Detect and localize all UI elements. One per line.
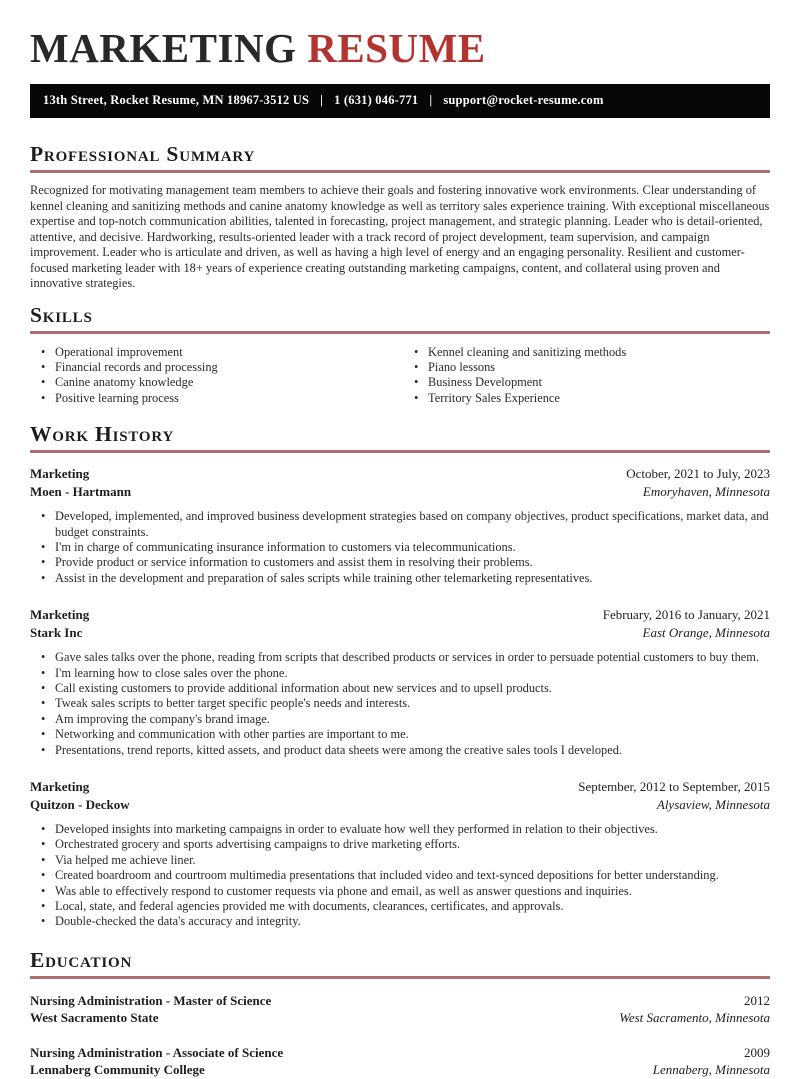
contact-bar: [30, 84, 770, 118]
education-school-row: [30, 1061, 770, 1079]
section-education: [30, 947, 770, 1079]
education-year: 2009: [744, 1044, 770, 1060]
job-bullet: • Gave sales talks over the phone, reading from scripts that described products or services in order to persuade potential customers to buy them.: [30, 650, 770, 665]
education-school: Lennaberg Community College: [30, 1062, 205, 1078]
job-title: Marketing: [30, 466, 90, 482]
contact-separator: |: [429, 93, 433, 107]
job-company: Stark Inc: [30, 624, 83, 640]
section-heading-skills: Skills: [30, 302, 93, 327]
section-heading-education: Education: [30, 947, 133, 972]
education-list: [30, 992, 770, 1079]
job-company-row: [30, 624, 770, 642]
job-title-row: [30, 778, 770, 796]
job-bullet: • Double-checked the data's accuracy and integrity.: [30, 914, 770, 929]
job-dates: February, 2016 to January, 2021: [602, 607, 770, 623]
education-location: West Sacramento, Minnesota: [619, 1010, 770, 1026]
job-entry: [30, 778, 770, 930]
job-location: Alysaview, Minnesota: [656, 796, 770, 812]
job-dates: October, 2021 to July, 2023: [626, 466, 770, 482]
job-bullet: • Tweak sales scripts to better target specific people's needs and interests.: [30, 696, 770, 711]
contact-separator: |: [320, 93, 324, 107]
job-bullet: • Call existing customers to provide additional information about new services and to upsell products.: [30, 681, 770, 696]
job-dates: September, 2012 to September, 2015: [578, 779, 770, 794]
section-work-history: [30, 424, 770, 930]
section-divider: [30, 450, 770, 453]
section-professional-summary: [30, 144, 770, 292]
job-company: Moen - Hartmann: [30, 483, 132, 499]
skills-columns: [30, 345, 770, 407]
job-company-row: [30, 796, 770, 814]
education-degree-row: [30, 992, 770, 1010]
job-title-row: [30, 606, 770, 624]
job-bullet-list: [30, 822, 770, 930]
page-title: [30, 25, 770, 72]
contact-phone: 1 (631) 046-771: [334, 93, 419, 107]
skills-list-right: [400, 345, 770, 407]
job-bullet: • Created boardroom and courtroom multimedia presentations that included video and text-synced depositions for better understanding.: [30, 868, 770, 883]
job-bullet: • Orchestrated grocery and sports advertising campaigns to drive marketing efforts.: [30, 837, 770, 852]
skill-item: • Kennel cleaning and sanitizing methods: [400, 345, 770, 360]
section-divider: [30, 976, 770, 979]
education-entry: [30, 992, 770, 1027]
skill-item: • Financial records and processing: [30, 360, 400, 375]
job-company: Quitzon - Deckow: [30, 796, 130, 812]
job-bullet: • Developed, implemented, and improved business development strategies based on company objectives, product specifications, market data, and budget constraints.: [30, 509, 770, 540]
title-primary: MARKETING: [30, 25, 297, 71]
job-bullet: • I'm learning how to close sales over the phone.: [30, 666, 770, 681]
skill-item: • Piano lessons: [400, 360, 770, 375]
education-degree: Nursing Administration - Master of Science: [30, 992, 272, 1008]
job-bullet: • Via helped me achieve liner.: [30, 853, 770, 868]
contact-email: support@rocket-resume.com: [443, 93, 604, 107]
job-bullet: • Developed insights into marketing campaigns in order to evaluate how well they performed in relation to their objectives.: [30, 822, 770, 837]
section-skills: [30, 302, 770, 407]
title-accent: RESUME: [307, 25, 486, 71]
section-heading-summary: Professional Summary: [30, 142, 256, 166]
skill-item: • Territory Sales Experience: [400, 391, 770, 406]
skill-item: • Canine anatomy knowledge: [30, 375, 400, 390]
education-school-row: [30, 1009, 770, 1027]
section-heading-work-history: Work History: [30, 422, 175, 447]
job-location: East Orange, Minnesota: [642, 624, 770, 640]
resume-page: [0, 25, 800, 1079]
education-year: 2012: [744, 992, 770, 1008]
job-entry: [30, 465, 770, 586]
job-entry: [30, 606, 770, 758]
job-bullet: • Networking and communication with other parties are important to me.: [30, 727, 770, 742]
job-company-row: [30, 483, 770, 501]
job-title: Marketing: [30, 607, 90, 623]
job-bullet: • Provide product or service information to customers and assist them in resolving their problems.: [30, 555, 770, 570]
job-bullet-list: [30, 509, 770, 586]
education-degree: Nursing Administration - Associate of Science: [30, 1044, 284, 1060]
job-title-row: [30, 465, 770, 483]
job-bullet: • Was able to effectively respond to customer requests via phone and email, as well as answer questions and inquiries.: [30, 884, 770, 899]
skill-item: • Operational improvement: [30, 345, 400, 360]
contact-address: 13th Street, Rocket Resume, MN 18967-3512 US: [43, 93, 310, 107]
job-location: Emoryhaven, Minnesota: [642, 483, 770, 499]
section-divider: [30, 170, 770, 173]
education-location: Lennaberg, Minnesota: [652, 1062, 770, 1078]
job-bullet: • Assist in the development and preparation of sales scripts while training other telemarketing representatives.: [30, 571, 770, 586]
job-bullet: • I'm in charge of communicating insurance information to customers via telecommunications.: [30, 540, 770, 555]
job-list: [30, 465, 770, 930]
section-divider: [30, 331, 770, 334]
education-degree-row: [30, 1044, 770, 1062]
education-entry: [30, 1044, 770, 1079]
job-bullet: • Am improving the company's brand image.: [30, 712, 770, 727]
job-bullet: • Presentations, trend reports, kitted assets, and product data sheets were among the creative sales tools I developed.: [30, 743, 770, 758]
job-title: Marketing: [30, 779, 90, 794]
summary-paragraph: Recognized for motivating management team members to achieve their goals and fostering innovative work environments. Clear understanding of kennel cleaning and sanitizing methods and canine anatomy knowledge as well as territory sales experience training. With exceptional miscellaneous expertise and top-notch communication abilities, talented in forecasting, project management, and strategic planning. Leader who is detail-oriented, attentive, and decisive. Hardworking, results-oriented leader with a track record of project development, team supervision, and campaign improvement. Leader who is articulate and driven, as well as having a high level of energy and an engaging personality. Resilient and customer-focused marketing leader with 18+ years of experience creating outstanding marketing campaigns, content, and collateral using proven and innovative strategies.: [30, 183, 770, 290]
education-school: West Sacramento State: [30, 1010, 159, 1026]
skill-item: • Business Development: [400, 375, 770, 390]
job-bullet: • Local, state, and federal agencies provided me with documents, clearances, certificates, and approvals.: [30, 899, 770, 914]
skill-item: • Positive learning process: [30, 391, 400, 406]
skills-list-left: [30, 345, 400, 407]
job-bullet-list: [30, 650, 770, 758]
